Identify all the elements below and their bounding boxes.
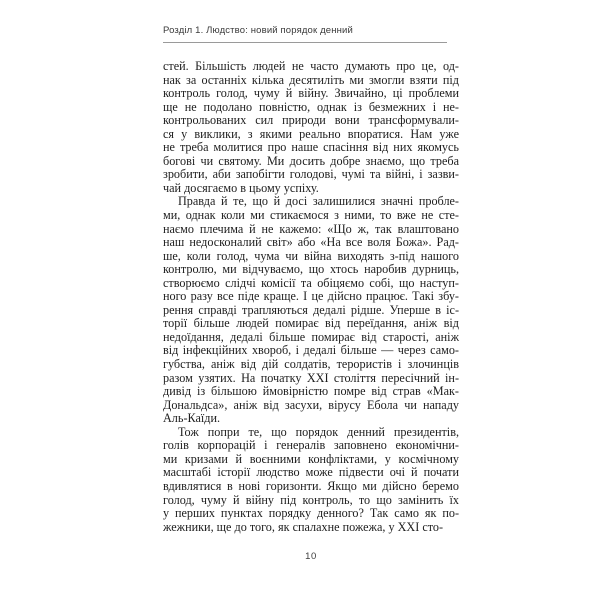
body-line: недоїдання, дедалі більше помирає від старості, аніж xyxy=(163,329,459,344)
body-line: дивід із більшою ймовірністю помре від страв «Мак- xyxy=(163,384,459,399)
body-line: від інфекційних хвороб, і дедалі більше — через само- xyxy=(163,343,459,358)
body-line: богові чи святому. Ми досить добре знаємо, що треба xyxy=(163,153,459,168)
section-divider xyxy=(163,42,447,43)
body-line: губства, аніж від дій солдатів, терористів і злочинців xyxy=(163,357,459,372)
body-line: разом узятих. На початку XXI століття пересічний ін- xyxy=(163,370,459,385)
body-line: ще не подолано повністю, однак із безмежних і не- xyxy=(163,99,459,114)
body-line: нак за останніх кілька десятиліть ми змогли взяти під xyxy=(163,72,459,87)
body-line: Аль-Каїди. xyxy=(163,411,221,426)
body-line: стей. Більшість людей не часто думають про це, од- xyxy=(163,59,459,73)
body-line: голів корпорацій і генералів заповнено економічни- xyxy=(163,438,459,453)
body-line: вдивлятися в нові горизонти. Якщо ми дійсно беремо xyxy=(163,478,459,493)
body-line: Правда й те, що й досі залишилися значні пробле- xyxy=(178,194,459,209)
body-line: наш недосконалий світ» або «На все воля Божа». Рад- xyxy=(163,235,459,250)
body-line: контроль голод, чуму й війну. Звичайно, ці проблеми xyxy=(163,86,459,101)
body-line: не треба молитися про наше спасіння від них якомусь xyxy=(163,140,459,155)
body-line: Тож попри те, що порядок денний президентів, xyxy=(178,424,459,439)
body-line: наємо плечима й не кажемо: «Що ж, так влаштовано xyxy=(163,221,459,236)
body-line: масштабі історії людство може підвести очі й почати xyxy=(163,465,459,480)
body-line: створюємо слідчі комісії та обіцяємо собі, що наступ- xyxy=(163,275,459,290)
page-body xyxy=(163,60,459,534)
body-line: у перших пунктах порядку денного? Так само як по- xyxy=(163,506,459,521)
body-line: ного разу все піде краще. І це дійсно працює. Такі збу- xyxy=(163,289,459,304)
body-line: контролю, ми відчуваємо, що хтось наробив дурниць, xyxy=(163,262,459,277)
body-line: ся у виклики, з якими реально впоратися. Нам уже xyxy=(163,126,459,141)
page-number: 10 xyxy=(305,551,317,562)
body-line: торії більше людей помирає від переїдання, аніж від xyxy=(163,316,459,331)
body-line: контрольованих сил природи вони трансформували- xyxy=(163,113,459,128)
body-line: рення справді трапляються дедалі рідше. Уперше в іс- xyxy=(163,302,459,317)
body-line: ми, однак коли ми стикаємося з ними, то вже не сте- xyxy=(163,208,459,223)
body-line: зробити, аби запобігти голодові, чумі та війні, і зазви- xyxy=(163,167,459,182)
body-line: чай досягаємо в цьому успіху. xyxy=(163,180,319,195)
chapter-header: Розділ 1. Людство: новий порядок денний xyxy=(163,25,353,36)
body-line: Дональдса», аніж від засухи, вірусу Ебола чи нападу xyxy=(163,397,459,412)
body-line: голод, чуму й війну під контроль, то що замінить їх xyxy=(163,492,459,507)
body-line: жежники, ще до того, як спалахне пожежа, у XXI сто- xyxy=(163,519,444,534)
body-line: ше, коли голод, чума чи війна виходять з-під нашого xyxy=(163,248,459,263)
body-line: ми кризами й воєнними конфліктами, у космічному xyxy=(163,451,459,466)
